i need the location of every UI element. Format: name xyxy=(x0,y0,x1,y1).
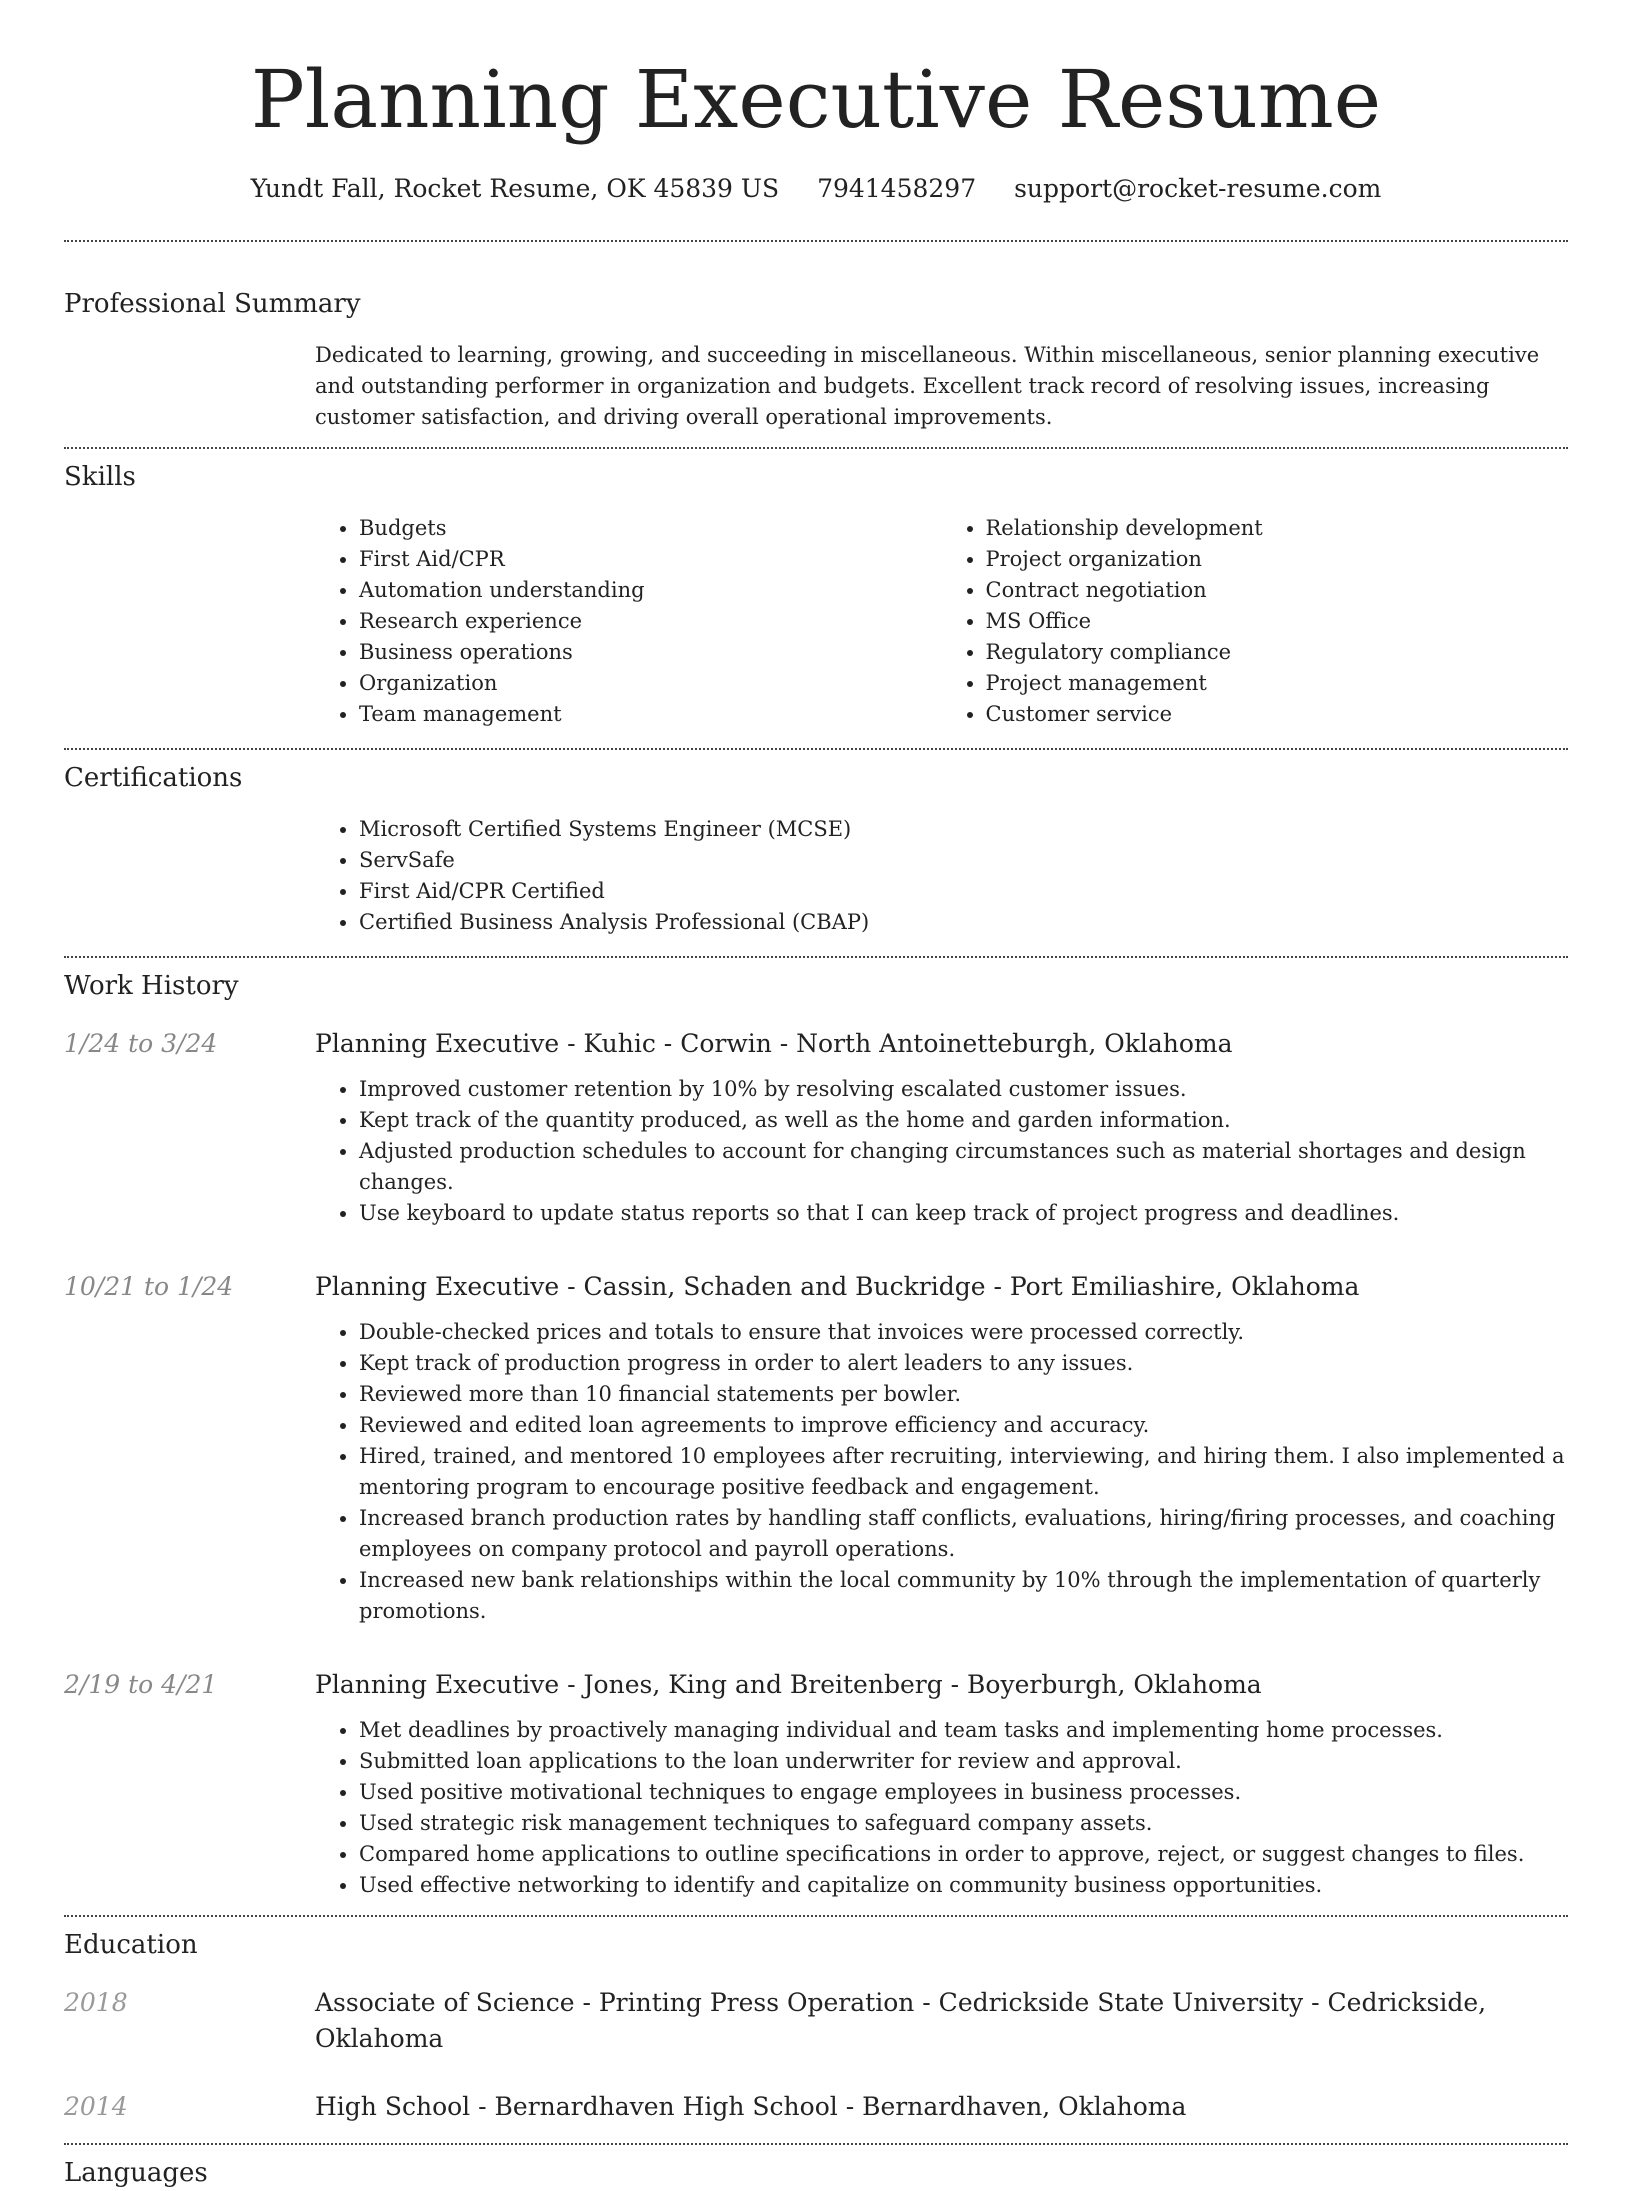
certifications-section xyxy=(64,750,1568,938)
certifications-body xyxy=(315,814,1568,938)
job-dates: 1/24 to 3/24 xyxy=(64,1029,218,1058)
education-title xyxy=(315,2089,1186,2125)
skill-item: • Research experience xyxy=(359,606,942,637)
education-year: 2014 xyxy=(64,2092,128,2121)
certification-item: • Microsoft Certified Systems Engineer (MCSE) xyxy=(359,814,1568,845)
job-employer: - Kuhic - Corwin - North Antoinetteburgh, Oklahoma xyxy=(559,1029,1233,1058)
job-bullet: • Used strategic risk management techniques to safeguard company assets. xyxy=(359,1808,1568,1839)
education-heading: Education xyxy=(64,1930,198,1960)
certification-item: • Certified Business Analysis Professional (CBAP) xyxy=(359,907,1568,938)
job-bullets xyxy=(315,1715,1568,1901)
certifications-list xyxy=(315,814,1568,938)
certification-item: • ServSafe xyxy=(359,845,1568,876)
skills-heading: Skills xyxy=(64,462,136,492)
job-bullets xyxy=(315,1317,1568,1627)
job-bullet: • Used positive motivational techniques to engage employees in business processes. xyxy=(359,1777,1568,1808)
work-history-section xyxy=(64,958,1568,1901)
job-bullet: • Reviewed more than 10 financial statements per bowler. xyxy=(359,1379,1568,1410)
job-employer: - Jones, King and Breitenberg - Boyerburgh, Oklahoma xyxy=(559,1670,1262,1699)
work-history-heading: Work History xyxy=(64,971,239,1001)
resume-title: Planning Executive Resume xyxy=(250,53,1382,146)
skill-item: • Regulatory compliance xyxy=(986,637,1569,668)
job-title xyxy=(315,1269,1359,1305)
job-role: Planning Executive xyxy=(315,1670,560,1699)
skill-item: • Contract negotiation xyxy=(986,575,1569,606)
job-bullet: • Hired, trained, and mentored 10 employees after recruiting, interviewing, and hiring them. I also implemented a mentoring program to encourage positive feedback and engagement. xyxy=(359,1441,1568,1503)
job-bullet: • Double-checked prices and totals to ensure that invoices were processed correctly. xyxy=(359,1317,1568,1348)
education-school: - Bernardhaven High School - Bernardhaven, Oklahoma xyxy=(470,2092,1187,2121)
job-entry xyxy=(64,1269,1568,1627)
skill-item: • Organization xyxy=(359,668,942,699)
contact-address: Yundt Fall, Rocket Resume, OK 45839 US xyxy=(250,174,780,203)
skill-item: • Budgets xyxy=(359,513,942,544)
job-bullet: • Reviewed and edited loan agreements to improve efficiency and accuracy. xyxy=(359,1410,1568,1441)
skill-item: • Customer service xyxy=(986,699,1569,730)
job-bullet: • Used effective networking to identify and capitalize on community business opportunities. xyxy=(359,1870,1568,1901)
job-bullet: • Kept track of the quantity produced, as well as the home and garden information. xyxy=(359,1105,1568,1136)
certification-item: • First Aid/CPR Certified xyxy=(359,876,1568,907)
job-employer: - Cassin, Schaden and Buckridge - Port Emiliashire, Oklahoma xyxy=(559,1272,1360,1301)
skills-list-right xyxy=(942,513,1569,730)
languages-heading: Languages xyxy=(64,2158,208,2188)
certifications-heading: Certifications xyxy=(64,763,243,793)
summary-heading: Professional Summary xyxy=(64,289,361,319)
job-bullet: • Increased branch production rates by handling staff conflicts, evaluations, hiring/firing processes, and coaching employees on company protocol and payroll operations. xyxy=(359,1503,1568,1565)
job-bullet: • Improved customer retention by 10% by resolving escalated customer issues. xyxy=(359,1074,1568,1105)
education-school: - Cedrickside State University - Cedrickside, Oklahoma xyxy=(315,1988,1487,2053)
skill-item: • Project organization xyxy=(986,544,1569,575)
job-dates: 2/19 to 4/21 xyxy=(64,1670,218,1699)
education-year: 2018 xyxy=(64,1988,128,2017)
skill-item: • First Aid/CPR xyxy=(359,544,942,575)
contact-line xyxy=(64,172,1568,206)
summary-text: Dedicated to learning, growing, and succeeding in miscellaneous. Within miscellaneous, senior planning executive and outstanding performer in organization and budgets. Excellent track record of resolving issues, increasing customer satisfaction, and driving overall operational improvements. xyxy=(315,343,1540,429)
summary-body xyxy=(315,340,1568,433)
contact-email: support@rocket-resume.com xyxy=(1014,174,1382,203)
job-bullet: • Kept track of production progress in order to alert leaders to any issues. xyxy=(359,1348,1568,1379)
skill-item: • Team management xyxy=(359,699,942,730)
job-entry xyxy=(64,1667,1568,1901)
skills-columns xyxy=(315,513,1568,730)
job-role: Planning Executive xyxy=(315,1029,560,1058)
languages-section xyxy=(64,2145,1568,2191)
skills-section xyxy=(64,449,1568,730)
contact-phone: 7941458297 xyxy=(817,174,977,203)
job-role: Planning Executive xyxy=(315,1272,560,1301)
education-title xyxy=(315,1985,1568,2057)
education-section xyxy=(64,1917,1568,2125)
education-entry xyxy=(64,2089,1568,2125)
job-dates: 10/21 to 1/24 xyxy=(64,1272,234,1301)
skill-item: • Project management xyxy=(986,668,1569,699)
skill-item: • Automation understanding xyxy=(359,575,942,606)
job-bullet: • Increased new bank relationships within the local community by 10% through the implementation of quarterly promotions. xyxy=(359,1565,1568,1627)
education-degree: Associate of Science - Printing Press Operation xyxy=(315,1988,915,2017)
education-entry xyxy=(64,1985,1568,2057)
skill-item: • Business operations xyxy=(359,637,942,668)
skills-list-left xyxy=(315,513,942,730)
skill-item: • Relationship development xyxy=(986,513,1569,544)
summary-section xyxy=(64,242,1568,433)
job-bullet: • Submitted loan applications to the loan underwriter for review and approval. xyxy=(359,1746,1568,1777)
job-title xyxy=(315,1026,1233,1062)
job-bullets xyxy=(315,1074,1568,1229)
job-bullet: • Use keyboard to update status reports so that I can keep track of project progress and deadlines. xyxy=(359,1198,1568,1229)
job-title xyxy=(315,1667,1262,1703)
job-entry xyxy=(64,1026,1568,1229)
education-degree: High School xyxy=(315,2092,471,2121)
skill-item: • MS Office xyxy=(986,606,1569,637)
job-bullet: • Adjusted production schedules to account for changing circumstances such as material shortages and design changes. xyxy=(359,1136,1568,1198)
job-bullet: • Met deadlines by proactively managing individual and team tasks and implementing home processes. xyxy=(359,1715,1568,1746)
job-bullet: • Compared home applications to outline specifications in order to approve, reject, or suggest changes to files. xyxy=(359,1839,1568,1870)
